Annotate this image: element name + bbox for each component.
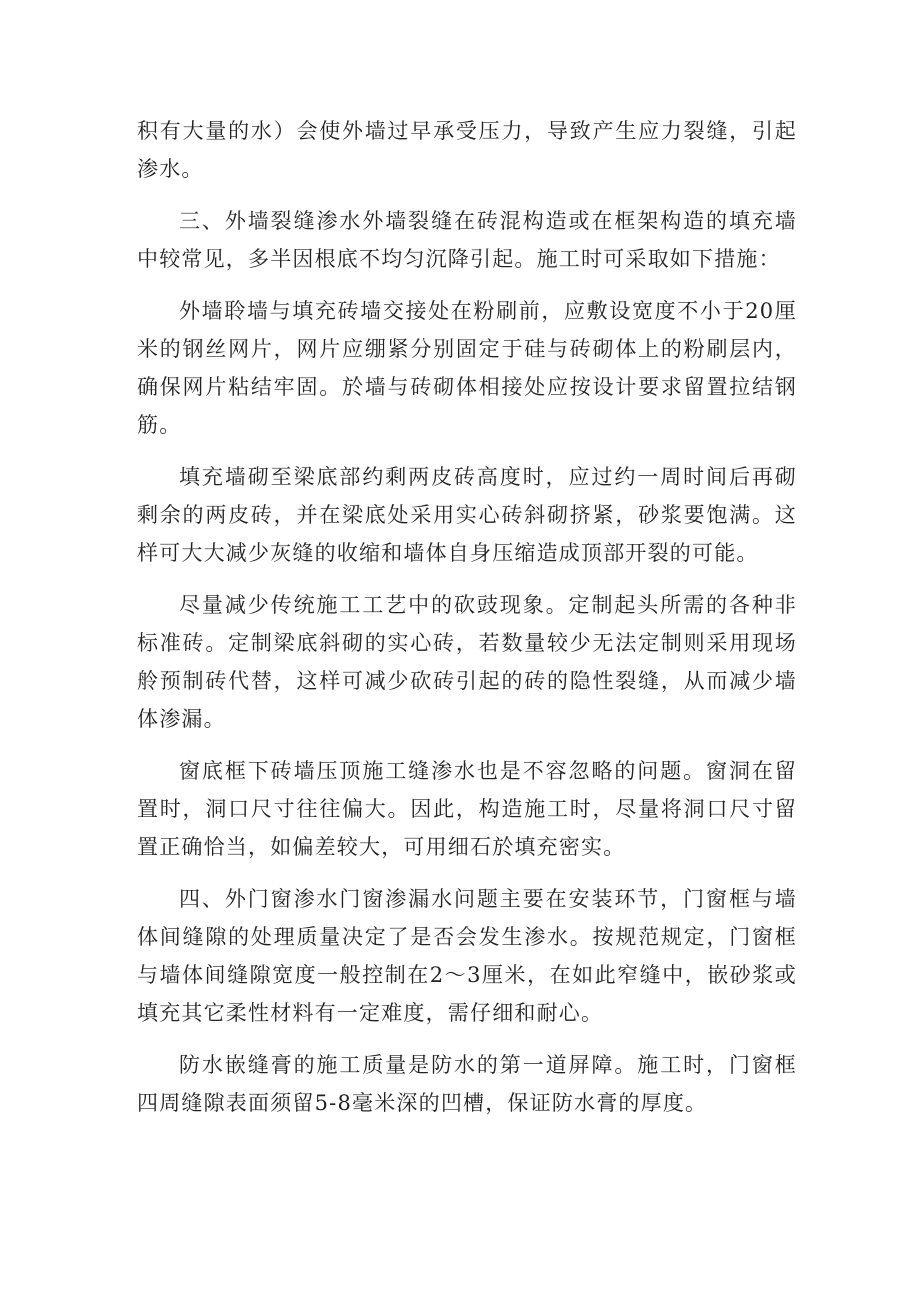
document-body: [137, 112, 797, 1136]
paragraph-sealant: 防水嵌缝膏的施工质量是防水的第一道屏障。施工时，门窗框四周缝隙表面须留5-8毫米深的凹槽，保证防水膏的厚度。: [137, 1053, 797, 1115]
paragraph-wire-mesh: 外墙聆墙与填充砖墙交接处在粉刷前，应敷设宽度不小于20厘米的钢丝网片，网片应绷紧分别固定于硅与砖砌体上的粉刷层内，确保网片粘结牢固。於墙与砖砌体相接处应按设计要求留置拉结钢筋。: [137, 299, 797, 437]
paragraph-section-4-heading: 四、外门窗渗水门窗渗漏水问题主要在安装环节，门窗框与墙体间缝隙的处理质量决定了是否会发生渗水。按规范规定，门窗框与墙体间缝隙宽度一般控制在2～3厘米，在如此窄缝中，嵌砂浆或填充其它柔性材料有一定难度，需仔细和耐心。: [137, 887, 797, 1025]
paragraph-infill-wall: 填充墙砌至梁底部约剩两皮砖高度时，应过约一周时间后再砌剩余的两皮砖，并在梁底处采用实心砖斜砌挤紧，砂浆要饱满。这样可大大减少灰缝的收缩和墙体自身压缩造成顶部开裂的可能。: [137, 465, 797, 565]
paragraph-brick-cutting: 尽量减少传统施工工艺中的砍豉现象。定制起头所需的各种非标准砖。定制梁底斜砌的实心砖，若数量较少无法定制则采用现场舲预制砖代替，这样可减少砍砖引起的砖的隐性裂缝，从而减少墙体渗漏。: [137, 593, 797, 731]
paragraph-continuation: 积有大量的水）会使外墙过早承受压力，导致产生应力裂缝，引起渗水。: [137, 119, 797, 181]
paragraph-window-sill: 窗底框下砖墙压顶施工缝渗水也是不容忽略的问题。窗洞在留置时，洞口尺寸往往偏大。因此，构造施工时，尽量将洞口尺寸留置正确恰当，如偏差较大，可用细石於填充密实。: [137, 759, 797, 859]
paragraph-section-3-heading: 三、外墙裂缝渗水外墙裂缝在砖混构造或在框架构造的填充墙中较常见，多半因根底不均匀沉降引起。施工时可采取如下措施：: [137, 209, 797, 271]
